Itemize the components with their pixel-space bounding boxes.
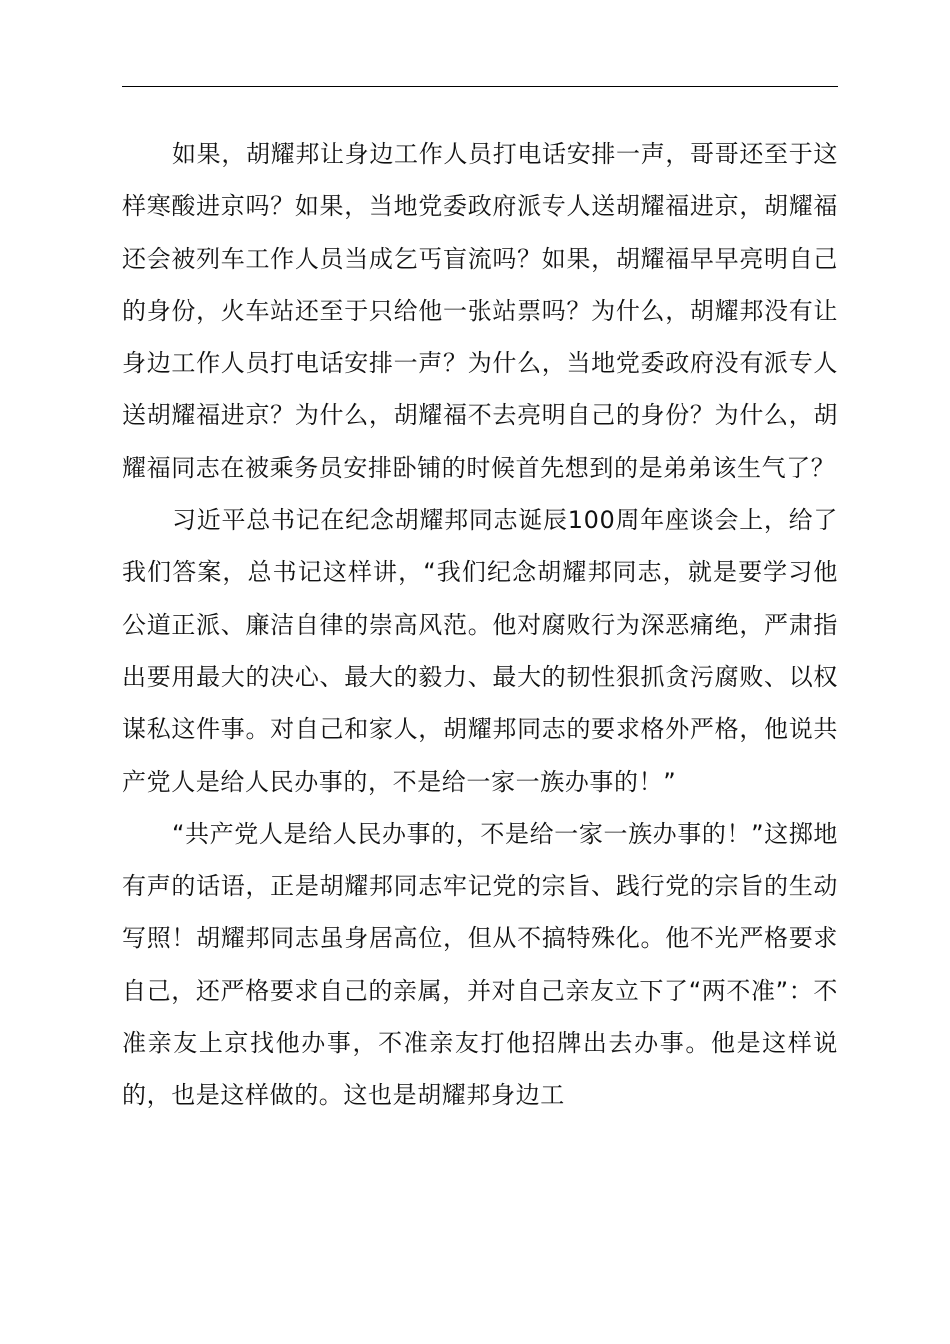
body-text — [122, 128, 838, 1122]
paragraph-1: 如果，胡耀邦让身边工作人员打电话安排一声，哥哥还至于这样寒酸进京吗？如果，当地党委政府派专人送胡耀福进京，胡耀福还会被列车工作人员当成乞丐盲流吗？如果，胡耀福早早亮明自己的身份，火车站还至于只给他一张站票吗？为什么，胡耀邦没有让身边工作人员打电话安排一声？为什么，当地党委政府没有派专人送胡耀福进京？为什么，胡耀福不去亮明自己的身份？为什么，胡耀福同志在被乘务员安排卧铺的时候首先想到的是弟弟该生气了？ — [122, 140, 838, 482]
paragraph-3: “共产党人是给人民办事的，不是给一家一族办事的！”这掷地有声的话语，正是胡耀邦同志牢记党的宗旨、践行党的宗旨的生动写照！胡耀邦同志虽身居高位，但从不搞特殊化。他不光严格要求自己，还严格要求自己的亲属，并对自己亲友立下了“两不准”：不准亲友上京找他办事，不准亲友打他招牌出去办事。他是这样说的，也是这样做的。这也是胡耀邦身边工 — [122, 819, 838, 1110]
header-rule — [122, 86, 838, 87]
paragraph-2: 习近平总书记在纪念胡耀邦同志诞辰100周年座谈会上，给了我们答案，总书记这样讲，“我们纪念胡耀邦同志，就是要学习他公道正派、廉洁自律的崇高风范。他对腐败行为深恶痛绝，严肃指出要用最大的决心、最大的毅力、最大的韧性狠抓贪污腐败、以权谋私这件事。对自己和家人，胡耀邦同志的要求格外严格，他说共产党人是给人民办事的，不是给一家一族办事的！” — [122, 506, 838, 796]
